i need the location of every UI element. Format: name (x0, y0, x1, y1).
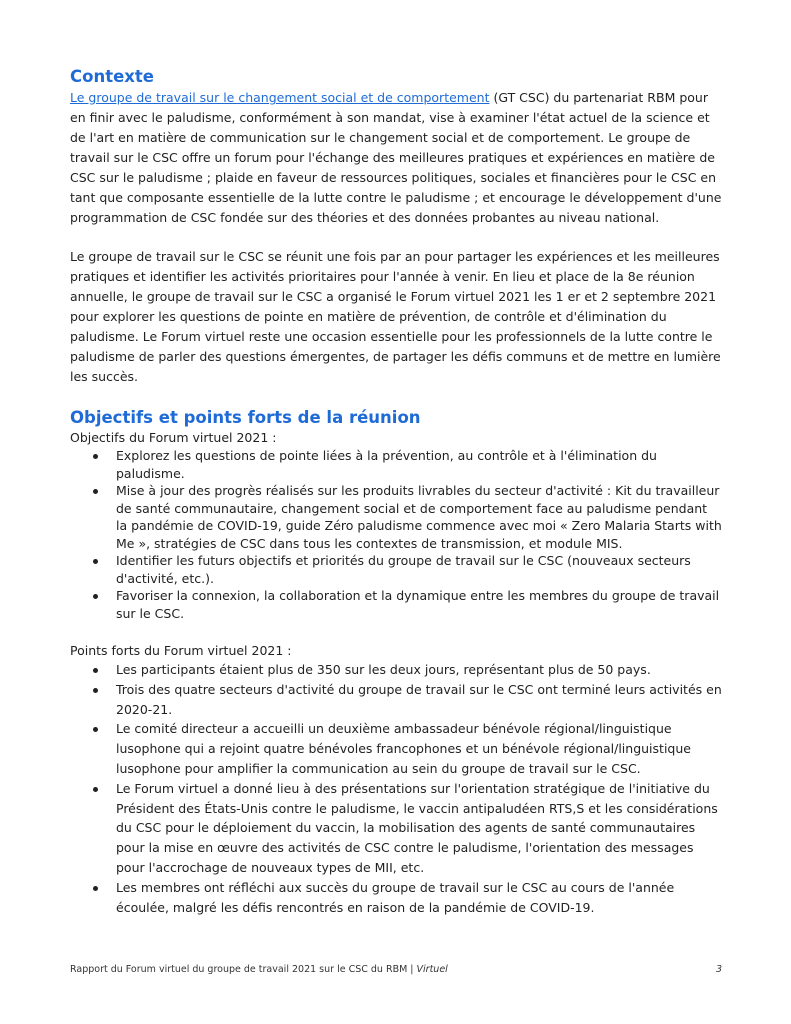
working-group-link[interactable]: Le groupe de travail sur le changement social et de comportement (70, 90, 490, 105)
highlights-list (70, 660, 722, 917)
footer-text (70, 964, 448, 975)
objectives-heading: Objectifs et points forts de la réunion (70, 408, 421, 427)
context-paragraph-1-text: (GT CSC) du partenariat RBM pour en finir avec le paludisme, conformément à son mandat, vise à examiner l'état actuel de la science et de l'art en matière de communication sur le changement social et de comportement. Le groupe de travail sur le CSC offre un forum pour l'échange des meilleures pratiques et expériences en matière de CSC sur le paludisme ; plaide en faveur de ressources politiques, sociales et financières pour le CSC en tant que composante essentielle de la lutte contre le paludisme ; et encourage le développement d'une programmation de CSC fondée sur des théories et des données probantes au niveau national. (70, 90, 722, 225)
objectives-list (70, 447, 722, 622)
list-item: Le comité directeur a accueilli un deuxième ambassadeur bénévole régional/linguistique lusophone qui a rejoint quatre bénévoles francophones et un bénévole régional/linguistique lusophone pour amplifier la communication au sein du groupe de travail sur le CSC. (116, 719, 722, 778)
page-number: 3 (715, 964, 722, 975)
list-item: Mise à jour des progrès réalisés sur les produits livrables du secteur d'activité : Kit du travailleur de santé communautaire, changement social et de comportement face au paludisme pendant la pandémie de COVID-19, guide Zéro paludisme commence avec moi « Zero Malaria Starts with Me », stratégies de CSC dans tous les contextes de transmission, et module MIS. (116, 483, 722, 551)
footer-report-title: Rapport du Forum virtuel du groupe de travail 2021 sur le CSC du RBM | (70, 964, 417, 975)
document-page (70, 66, 722, 917)
context-heading: Contexte (70, 67, 154, 86)
list-item: Identifier les futurs objectifs et priorités du groupe de travail sur le CSC (nouveaux secteurs d'activité, etc.). (116, 552, 722, 587)
context-paragraph-2: Le groupe de travail sur le CSC se réunit une fois par an pour partager les expériences et les meilleures pratiques et identifier les activités prioritaires pour l'année à venir. En lieu et place de la 8e réunion annuelle, le groupe de travail sur le CSC a organisé le Forum virtuel 2021 les 1 er et 2 septembre 2021 pour explorer les questions de pointe en matière de prévention, de contrôle et d'élimination du paludisme. Le Forum virtuel reste une occasion essentielle pour les professionnels de la lutte contre le paludisme de parler des questions émergentes, de partager les défis communs et de mettre en lumière les succès. (70, 249, 721, 384)
list-item: Favoriser la connexion, la collaboration et la dynamique entre les membres du groupe de travail sur le CSC. (116, 587, 722, 622)
list-item: Trois des quatre secteurs d'activité du groupe de travail sur le CSC ont terminé leurs activités en 2020-21. (116, 680, 722, 720)
footer-virtual-label: Virtuel (416, 964, 448, 975)
list-item: Les participants étaient plus de 350 sur les deux jours, représentant plus de 50 pays. (116, 660, 722, 680)
context-paragraph-1 (70, 88, 722, 228)
list-item: Les membres ont réfléchi aux succès du groupe de travail sur le CSC au cours de l'année écoulée, malgré les défis rencontrés en raison de la pandémie de COVID-19. (116, 878, 722, 918)
objectives-intro: Objectifs du Forum virtuel 2021 : (70, 430, 277, 445)
list-item: Le Forum virtuel a donné lieu à des présentations sur l'orientation stratégique de l'initiative du Président des États-Unis contre le paludisme, le vaccin antipaludéen RTS,S et les considérations du CSC pour le déploiement du vaccin, la mobilisation des agents de santé communautaires pour la mise en œuvre des activités de CSC contre le paludisme, l'orientation des messages pour l'accrochage de nouveaux types de MII, etc. (116, 779, 722, 878)
list-item: Explorez les questions de pointe liées à la prévention, au contrôle et à l'élimination du paludisme. (116, 447, 722, 482)
page-footer (70, 964, 722, 975)
highlights-intro: Points forts du Forum virtuel 2021 : (70, 643, 292, 658)
